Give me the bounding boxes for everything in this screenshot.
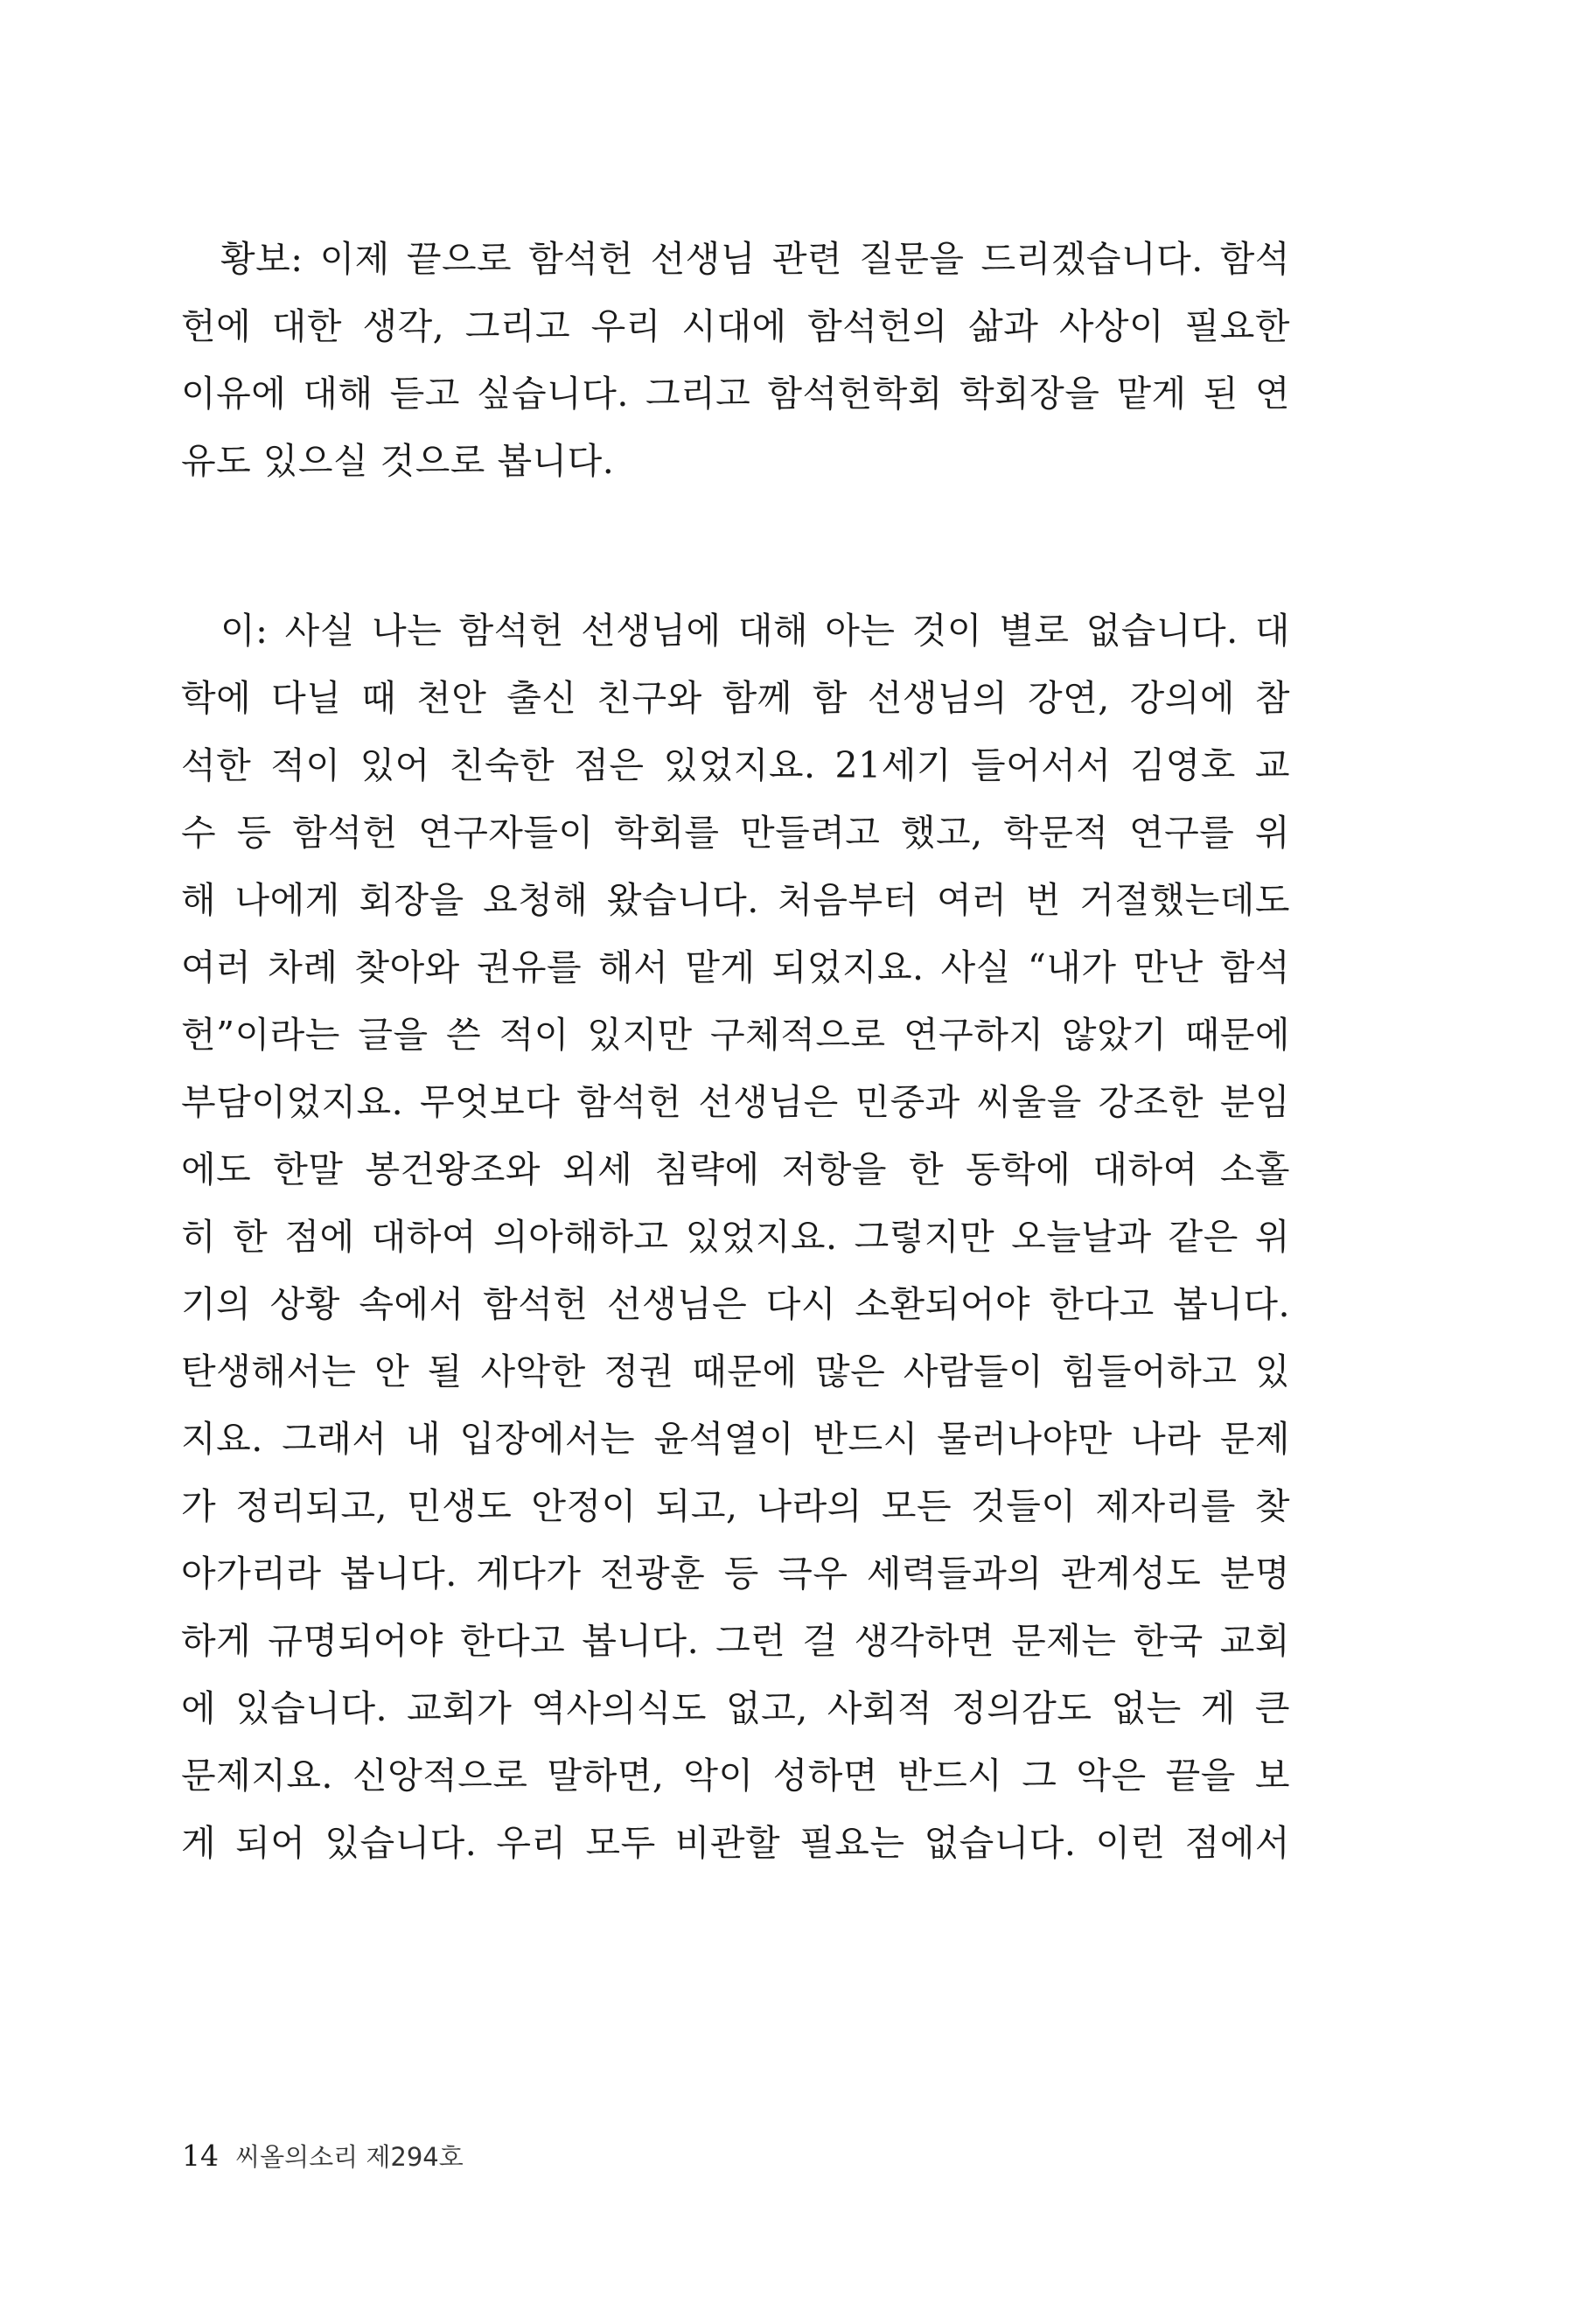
text-line: 이: 사실 나는 함석헌 선생님에 대해 아는 것이 별로 없습니다. 대 [220, 610, 1290, 652]
text-line: 유도 있으실 것으로 봅니다. [181, 440, 615, 482]
text-line: 가 정리되고, 민생도 안정이 되고, 나라의 모든 것들이 제자리를 찾 [181, 1485, 1290, 1527]
page-number: 14 [182, 2139, 219, 2173]
text-line: 기의 상황 속에서 함석헌 선생님은 다시 소환되어야 한다고 봅니다. [181, 1283, 1290, 1325]
text-line: 에 있습니다. 교회가 역사의식도 없고, 사회적 정의감도 없는 게 큰 [181, 1687, 1290, 1729]
text-line: 아가리라 봅니다. 게다가 전광훈 등 극우 세력들과의 관계성도 분명 [181, 1553, 1290, 1595]
text-line: 황보: 이제 끝으로 함석헌 선생님 관련 질문을 드리겠습니다. 함석 [220, 238, 1290, 280]
text-line: 여러 차례 찾아와 권유를 해서 맡게 되었지요. 사실 “내가 만난 함석 [181, 946, 1290, 988]
text-line: 에도 한말 봉건왕조와 외세 침략에 저항을 한 동학에 대하여 소홀 [181, 1148, 1290, 1190]
text-line: 문제지요. 신앙적으로 말하면, 악이 성하면 반드시 그 악은 끝을 보 [181, 1755, 1290, 1797]
journal-issue-title: 씨올의소리 제294호 [235, 2142, 464, 2172]
text-line: 헌에 대한 생각, 그리고 우리 시대에 함석헌의 삶과 사상이 필요한 [181, 305, 1290, 347]
paragraph-answer [181, 597, 1290, 1877]
paragraph-question [181, 226, 1290, 495]
text-line: 수 등 함석헌 연구자들이 학회를 만들려고 했고, 학문적 연구를 위 [181, 812, 1290, 854]
text-line: 학에 다닐 때 천안 출신 친구와 함께 함 선생님의 강연, 강의에 참 [181, 677, 1290, 719]
page-footer [182, 2139, 464, 2174]
text-line: 이유에 대해 듣고 싶습니다. 그리고 함석헌학회 학회장을 맡게 된 연 [181, 373, 1290, 415]
text-line: 석한 적이 있어 친숙한 점은 있었지요. 21세기 들어서서 김영호 교 [181, 744, 1290, 786]
text-line: 부담이었지요. 무엇보다 함석헌 선생님은 민중과 씨울을 강조한 분임 [181, 1081, 1290, 1123]
text-line: 히 한 점에 대하여 의아해하고 있었지요. 그렇지만 오늘날과 같은 위 [181, 1216, 1290, 1258]
text-line: 헌”이라는 글을 쓴 적이 있지만 구체적으로 연구하지 않았기 때문에 [181, 1014, 1290, 1056]
text-line: 하게 규명되어야 한다고 봅니다. 그런 걸 생각하면 문제는 한국 교회 [181, 1620, 1290, 1662]
text-line: 게 되어 있습니다. 우리 모두 비관할 필요는 없습니다. 이런 점에서 [181, 1822, 1290, 1864]
text-line: 해 나에게 회장을 요청해 왔습니다. 처음부터 여러 번 거절했는데도 [181, 879, 1290, 921]
text-line: 탄생해서는 안 될 사악한 정권 때문에 많은 사람들이 힘들어하고 있 [181, 1350, 1290, 1392]
text-line: 지요. 그래서 내 입장에서는 윤석열이 반드시 물러나야만 나라 문제 [181, 1418, 1290, 1460]
